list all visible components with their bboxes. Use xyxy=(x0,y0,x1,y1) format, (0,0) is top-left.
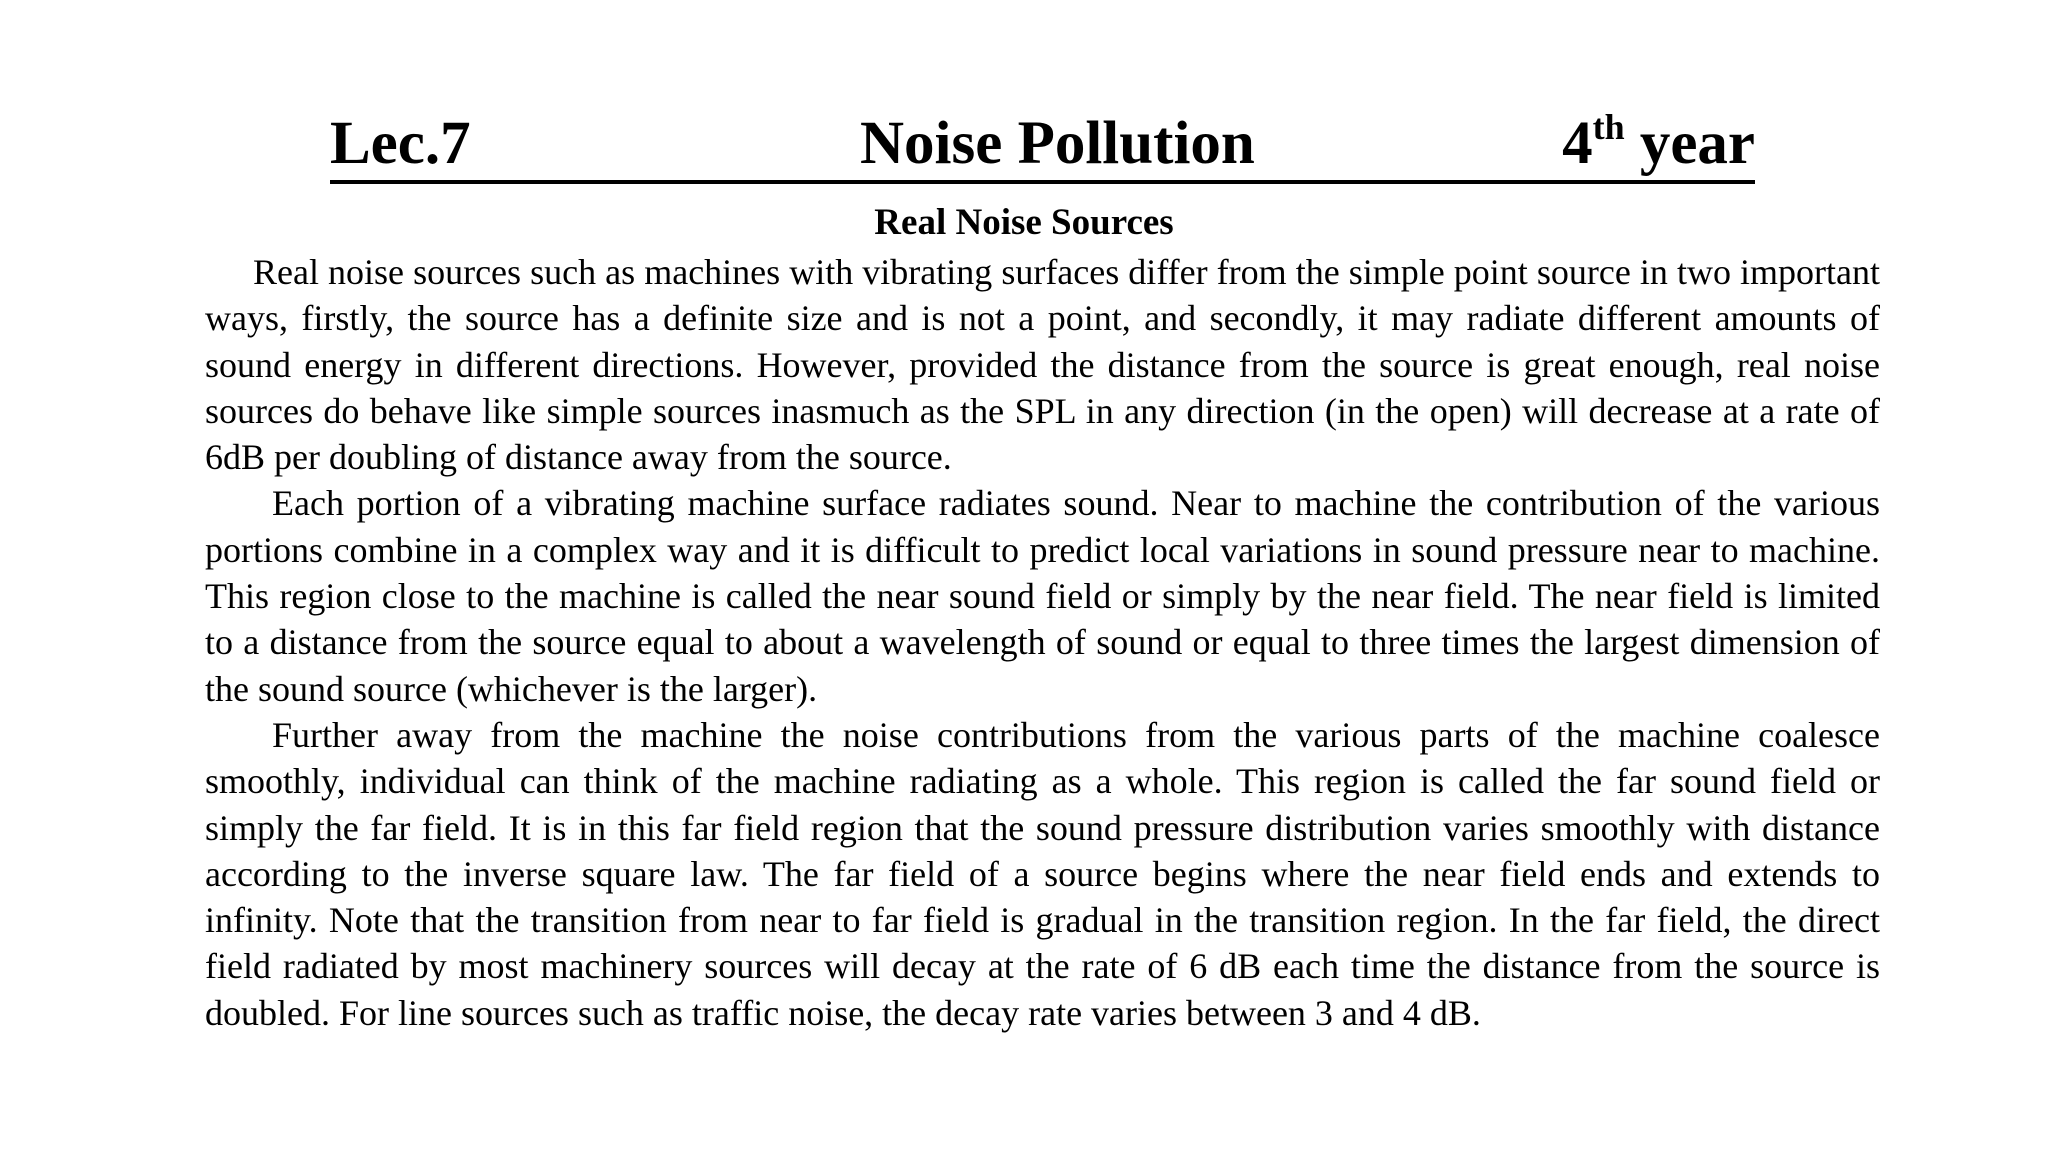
section-title: Real Noise Sources xyxy=(874,202,1174,243)
year-label: year xyxy=(1624,110,1755,177)
year-ordinal-suffix: th xyxy=(1592,107,1625,147)
year-number: 4 xyxy=(1562,110,1593,177)
academic-year xyxy=(1562,108,1755,180)
paragraph: Further away from the machine the noise contributions from the various parts of the machine coalesce smoothly, individual can think of the machine radiating as a whole. This region is called the far sound field or simply the far field. It is in this far field region that the sound pressure distribution varies smoothly with distance according to the inverse square law. The far field of a source begins where the near field ends and extends to infinity. Note that the transition from near to far field is gradual in the transition region. In the far field, the direct field radiated by most machinery sources will decay at the rate of 6 dB each time the distance from the source is doubled. For line sources such as traffic noise, the decay rate varies between 3 and 4 dB. xyxy=(205,714,1880,1033)
document-body xyxy=(205,249,1880,1036)
paragraph: Real noise sources such as machines with vibrating surfaces differ from the simple point source in two important ways, firstly, the source has a definite size and is not a point, and secondly, it may radiate different amounts of sound energy in different directions. However, provided the distance from the source is great enough, real noise sources do behave like simple sources inasmuch as the SPL in any direction (in the open) will decrease at a rate of 6dB per doubling of distance away from the source. xyxy=(205,252,1880,478)
paragraph: Each portion of a vibrating machine surface radiates sound. Near to machine the contribution of the various portions combine in a complex way and it is difficult to predict local variations in sound pressure near to machine. This region close to the machine is called the near sound field or simply by the near field. The near field is limited to a distance from the source equal to about a wavelength of sound or equal to three times the largest dimension of the sound source (whichever is the larger). xyxy=(205,483,1880,709)
page-header xyxy=(330,108,1755,184)
course-title: Noise Pollution xyxy=(860,110,1255,177)
lecture-number: Lec.7 xyxy=(330,110,471,177)
